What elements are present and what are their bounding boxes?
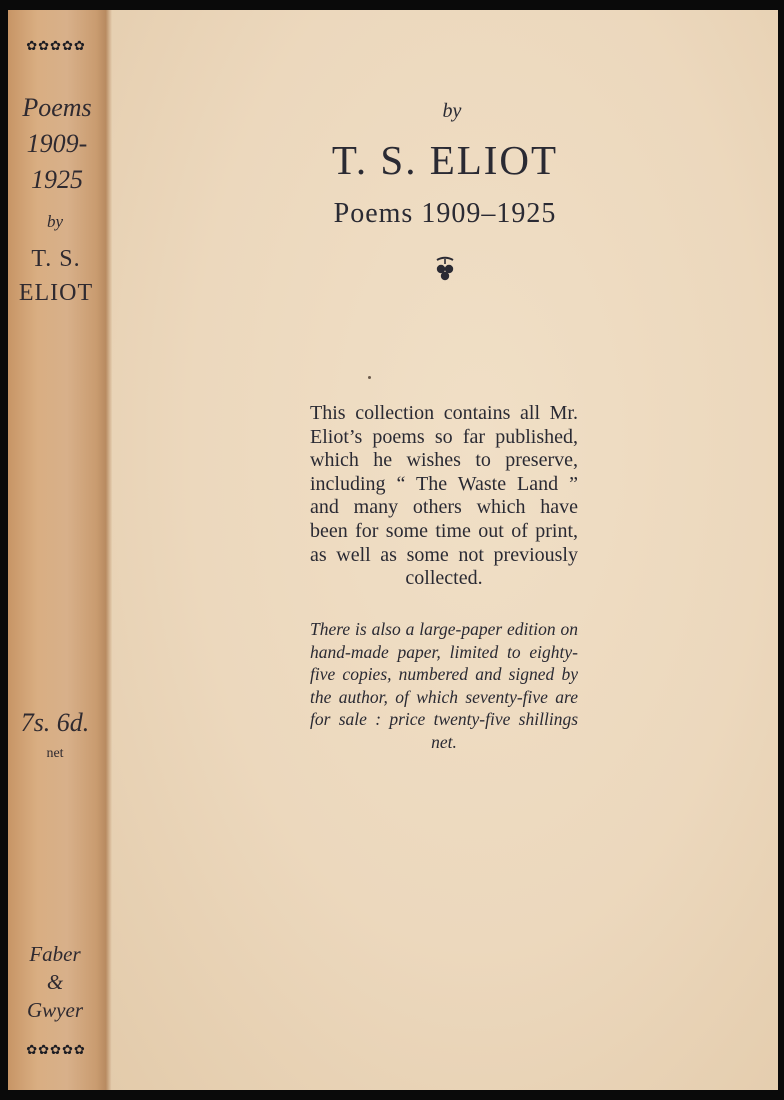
- cover-title: Poems 1909–1925: [333, 198, 557, 229]
- cover-author: T. S. ELIOT: [331, 137, 559, 183]
- spine-author-line: ELIOT: [18, 280, 94, 306]
- spine-price-note: net: [46, 746, 64, 761]
- spine-publisher-line: Gwyer: [27, 998, 83, 1022]
- spine-title-line: 1925: [31, 165, 83, 194]
- cover-by: by: [442, 100, 462, 122]
- edition-note: There is also a large-paper edition on hand-made paper, limited to eighty-five copies, numbered and signed by the author, of which seventy-five are for sale : price twenty-five shillings net.: [310, 619, 578, 752]
- book-spine: [8, 10, 106, 1090]
- cover-blurb: This collection contains all Mr. Eliot’s poems so far published, which he wishes to preserve, including “ The Waste Land ” and many others which have been for some time out of print, as well as some not previously collected.: [310, 402, 578, 590]
- front-cover: [112, 10, 778, 1090]
- spine-title-line: 1909-: [26, 129, 88, 158]
- spine-publisher-line: &: [46, 970, 64, 994]
- spine-publisher-line: Faber: [29, 942, 81, 966]
- book-dust-jacket: [8, 10, 778, 1090]
- spine-author-line: T. S.: [31, 246, 81, 272]
- fleuron-icon: [112, 256, 778, 287]
- spine-author: [10, 242, 102, 310]
- spine-price: 7s. 6d.: [20, 708, 90, 737]
- spine-title-line: Poems: [22, 93, 92, 122]
- spine-title: [12, 90, 102, 198]
- spine-by: by: [46, 212, 64, 231]
- spine-publisher: [8, 940, 102, 1024]
- speck: [368, 376, 371, 379]
- spine-ornament-top: ✿✿✿✿✿: [26, 38, 86, 53]
- spine-ornament-bottom: ✿✿✿✿✿: [26, 1042, 86, 1057]
